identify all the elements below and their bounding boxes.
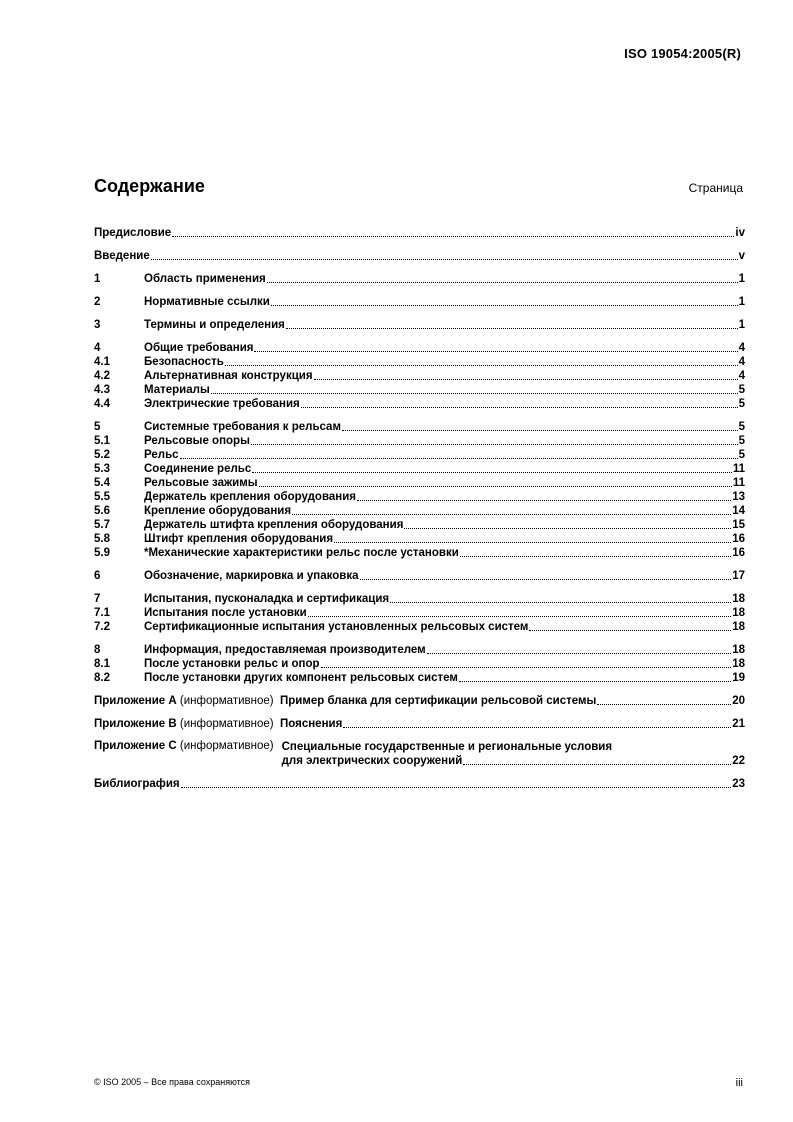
toc-entry[interactable] (94, 355, 745, 369)
toc-entry[interactable] (94, 448, 745, 462)
toc-annex-a[interactable] (94, 694, 745, 708)
page-number: iii (735, 1077, 743, 1089)
dot-leader (390, 602, 731, 603)
toc-entry-title: Крепление оборудования (144, 505, 292, 517)
toc-entry[interactable] (94, 318, 745, 332)
toc-entry-page: 5 (738, 435, 745, 447)
annex-title: Пример бланка для сертификации рельсовой системы (279, 695, 597, 707)
toc-group (94, 295, 745, 309)
toc-entry-page: 4 (738, 356, 745, 368)
toc-entry[interactable] (94, 620, 745, 634)
dot-leader (314, 379, 738, 380)
toc-entry-page: 22 (732, 755, 745, 767)
toc-entry[interactable] (94, 546, 745, 560)
dot-leader (460, 556, 731, 557)
toc-entry-number: 7.2 (94, 621, 110, 633)
toc-entry-foreword[interactable] (94, 226, 745, 240)
toc-entry-number: 4 (94, 342, 101, 354)
toc-entry[interactable] (94, 532, 745, 546)
toc-entry-title: Соединение рельс (144, 463, 252, 475)
toc-entry-page: 5 (738, 384, 745, 396)
annex-title-line-1: Специальные государственные и региональные условия (281, 741, 613, 753)
toc-entry-page: 16 (732, 547, 745, 559)
toc-entry-title: Библиография (94, 778, 180, 790)
toc-entry-number: 7.1 (94, 607, 110, 619)
toc-header (94, 176, 743, 197)
toc-entry-page: 23 (732, 778, 745, 790)
dot-leader (181, 787, 732, 788)
dot-leader (334, 542, 731, 543)
toc-entry-title: Рельсовые зажимы (144, 477, 258, 489)
toc-entry-page: 18 (732, 607, 745, 619)
toc-entry-number: 6 (94, 570, 101, 582)
annex-title-line-2: для электрических сооружений (281, 755, 463, 767)
toc-entry-title: Материалы (144, 384, 210, 396)
toc-entry[interactable] (94, 434, 745, 448)
dot-leader (172, 236, 734, 237)
toc-entry-title: Рельс (144, 449, 179, 461)
toc-entry[interactable] (94, 592, 745, 606)
dot-leader (321, 667, 732, 668)
toc-entry-number: 5 (94, 421, 101, 433)
toc-entry-page: v (738, 250, 745, 262)
toc-group (94, 341, 745, 411)
toc-group (94, 777, 745, 791)
copyright-notice: © ISO 2005 – Все права сохраняются (94, 1077, 251, 1087)
dot-leader (463, 764, 731, 765)
toc-entry-title: Сертификационные испытания установленных рельсовых систем (144, 621, 529, 633)
toc-entry-number: 5.1 (94, 435, 110, 447)
toc-entry-title: *Механические характеристики рельс после установки (144, 547, 459, 559)
dot-leader (292, 514, 731, 515)
dot-leader (271, 305, 738, 306)
toc-entry-title: После установки рельс и опор (144, 658, 320, 670)
toc-entry-number: 1 (94, 273, 101, 285)
toc-entry-number: 4.1 (94, 356, 110, 368)
dot-leader (254, 351, 737, 352)
annex-kind: (информативное) (179, 718, 274, 730)
toc-entry-page: 14 (732, 505, 745, 517)
toc-entry-page: 11 (732, 463, 745, 475)
dot-leader (225, 365, 738, 366)
toc-entry-title: Альтернативная конструкция (144, 370, 313, 382)
annex-label: Приложение С (94, 740, 177, 752)
annex-kind: (информативное) (179, 695, 274, 707)
toc-entry-title: Нормативные ссылки (144, 296, 270, 308)
annex-kind: (информативное) (179, 740, 274, 752)
toc-entry-number: 2 (94, 296, 101, 308)
toc-entry-number: 8.2 (94, 672, 110, 684)
dot-leader (360, 579, 732, 580)
dot-leader (259, 486, 732, 487)
toc-entry-number: 5.5 (94, 491, 110, 503)
toc-entry-number: 8.1 (94, 658, 110, 670)
annex-label: Приложение А (94, 695, 177, 707)
toc-entry-page: 18 (732, 658, 745, 670)
toc-entry-title: Испытания после установки (144, 607, 307, 619)
toc-entry[interactable] (94, 462, 745, 476)
toc-entry[interactable] (94, 295, 745, 309)
toc-group (94, 318, 745, 332)
annex-title: Пояснения (279, 718, 343, 730)
toc-group (94, 569, 745, 583)
dot-leader (180, 458, 738, 459)
dot-leader (427, 653, 732, 654)
toc-entry-page: 18 (732, 621, 745, 633)
toc-entry-page: 1 (738, 319, 745, 331)
toc-entry-number: 8 (94, 644, 101, 656)
dot-leader (151, 259, 738, 260)
toc-entry-page: 20 (732, 695, 745, 707)
toc-entry[interactable] (94, 643, 745, 657)
toc-entry[interactable] (94, 383, 745, 397)
toc-entry-number: 5.9 (94, 547, 110, 559)
dot-leader (286, 328, 738, 329)
toc-entry-title: После установки других компонент рельсовых систем (144, 672, 458, 684)
toc-entry-title: Системные требования к рельсам (144, 421, 341, 433)
dot-leader (357, 500, 731, 501)
dot-leader (211, 393, 738, 394)
dot-leader (459, 681, 731, 682)
toc-entry-number: 4.2 (94, 370, 110, 382)
toc-entry[interactable] (94, 341, 745, 355)
dot-leader (342, 430, 738, 431)
toc-entry-title: Термины и определения (144, 319, 285, 331)
toc-entry-page: 17 (732, 570, 745, 582)
dot-leader (308, 616, 731, 617)
toc-entry-number: 5.4 (94, 477, 110, 489)
toc-entry-page: 5 (738, 449, 745, 461)
dot-leader (252, 472, 732, 473)
dot-leader (267, 282, 738, 283)
toc-entry[interactable] (94, 504, 745, 518)
dot-leader (301, 407, 738, 408)
toc-entry[interactable] (94, 657, 745, 671)
toc-entry-bibliography[interactable] (94, 777, 745, 791)
toc-entry-number: 5.7 (94, 519, 110, 531)
toc-entry-number: 5.6 (94, 505, 110, 517)
dot-leader (597, 704, 731, 705)
toc-entry-title: Держатель крепления оборудования (144, 491, 356, 503)
toc-entry-title: Общие требования (144, 342, 254, 354)
toc-entry[interactable] (94, 272, 745, 286)
toc-title: Содержание (94, 176, 205, 196)
toc-entry-page: iv (735, 227, 745, 239)
toc-entry[interactable] (94, 606, 745, 620)
toc-entry[interactable] (94, 490, 745, 504)
toc-entry-number: 7 (94, 593, 101, 605)
toc-page-caption: Страница (688, 181, 743, 195)
toc-entry-title: Предисловие (94, 227, 172, 239)
toc-annex-b[interactable] (94, 717, 745, 731)
toc-group (94, 420, 745, 560)
toc-entry-title: Безопасность (144, 356, 224, 368)
toc-entry-page: 4 (738, 342, 745, 354)
toc-entry-number: 4.4 (94, 398, 110, 410)
toc-entry-title: Введение (94, 250, 150, 262)
toc-entry[interactable] (94, 671, 745, 685)
toc-entry-page: 19 (732, 672, 745, 684)
toc-entry-page: 15 (732, 519, 745, 531)
toc-entry-title: Штифт крепления оборудования (144, 533, 334, 545)
toc-group (94, 643, 745, 685)
dot-leader (529, 630, 731, 631)
table-of-contents (94, 226, 745, 800)
toc-entry-introduction[interactable] (94, 249, 745, 263)
toc-entry-number: 4.3 (94, 384, 110, 396)
toc-entry-number: 3 (94, 319, 101, 331)
toc-group (94, 592, 745, 634)
toc-entry[interactable] (94, 420, 745, 434)
toc-entry-title: Информация, предоставляемая производителем (144, 644, 426, 656)
toc-group (94, 272, 745, 286)
toc-entry-page: 21 (732, 718, 745, 730)
toc-entry-page: 4 (738, 370, 745, 382)
document-id: ISO 19054:2005(R) (624, 46, 741, 61)
toc-entry-number: 5.8 (94, 533, 110, 545)
dot-leader (404, 528, 731, 529)
dot-leader (251, 444, 738, 445)
toc-entry[interactable] (94, 569, 745, 583)
toc-entry-title: Обозначение, маркировка и упаковка (144, 570, 359, 582)
toc-entry-page: 16 (732, 533, 745, 545)
page-footer (94, 1077, 743, 1089)
toc-entry-title: Рельсовые опоры (144, 435, 250, 447)
toc-entry[interactable] (94, 369, 745, 383)
toc-entry-page: 5 (738, 421, 745, 433)
toc-entry-page: 1 (738, 296, 745, 308)
toc-entry-page: 18 (732, 593, 745, 605)
toc-entry-page: 1 (738, 273, 745, 285)
toc-entry-title: Электрические требования (144, 398, 300, 410)
toc-entry[interactable] (94, 476, 745, 490)
toc-entry[interactable] (94, 518, 745, 532)
toc-entry-title: Область применения (144, 273, 266, 285)
toc-annex-c[interactable] (94, 740, 745, 768)
toc-entry-page: 11 (732, 477, 745, 489)
toc-entry-page: 13 (732, 491, 745, 503)
toc-entry-number: 5.2 (94, 449, 110, 461)
dot-leader (343, 727, 731, 728)
toc-entry-number: 5.3 (94, 463, 110, 475)
toc-entry-page: 5 (738, 398, 745, 410)
toc-group (94, 226, 745, 240)
toc-entry-title: Держатель штифта крепления оборудования (144, 519, 404, 531)
toc-group (94, 249, 745, 263)
toc-entry[interactable] (94, 397, 745, 411)
toc-entry-page: 18 (732, 644, 745, 656)
toc-entry-title: Испытания, пусконаладка и сертификация (144, 593, 390, 605)
annex-label: Приложение В (94, 718, 177, 730)
